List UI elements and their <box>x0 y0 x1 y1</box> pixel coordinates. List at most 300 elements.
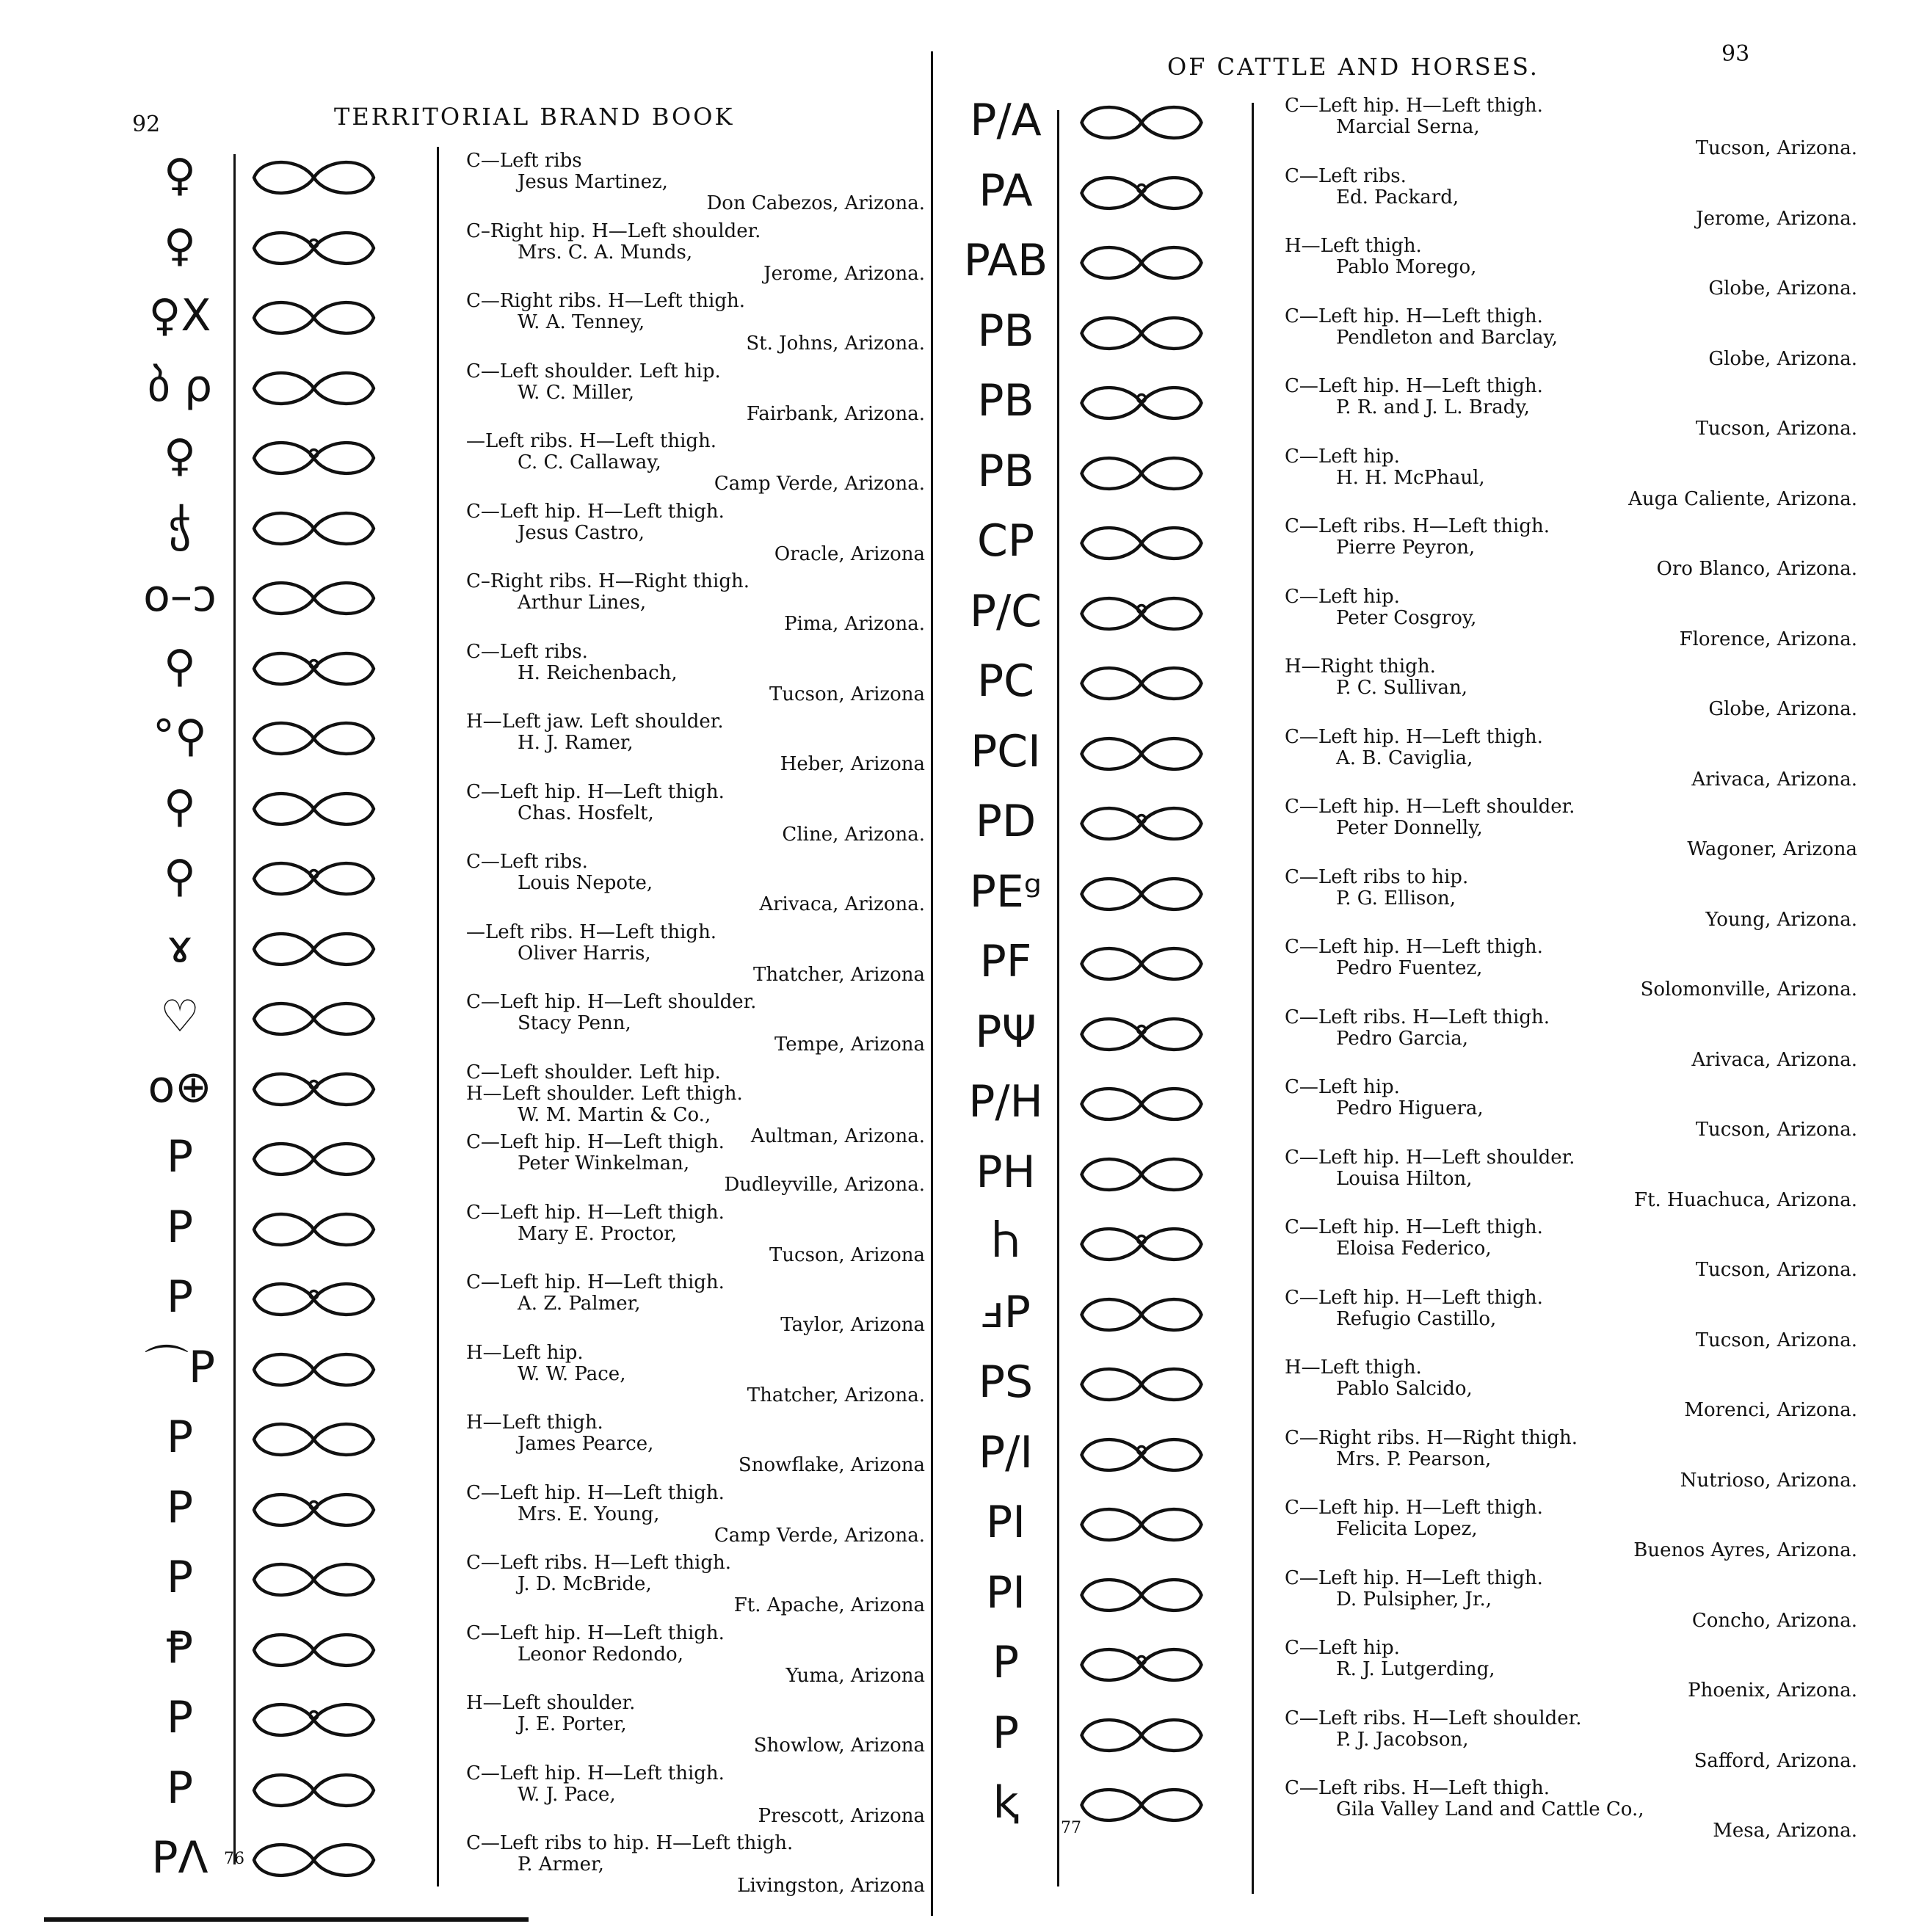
owner-name: W. M. Martin & Co., <box>518 1103 711 1126</box>
cattle-figure <box>1064 451 1219 499</box>
owner-city: Auga Caliente, Arizona. <box>1628 487 1857 510</box>
brand-mark: P <box>166 1201 194 1253</box>
cattle-hide-diagram <box>1064 380 1219 426</box>
cattle-hide-diagram <box>239 155 389 200</box>
cattle-figure <box>1064 1152 1219 1200</box>
cattle-figure <box>239 786 389 835</box>
owner-name: Refugio Castillo, <box>1336 1307 1497 1330</box>
owner-city: Globe, Arizona. <box>1708 277 1857 299</box>
owner-city: Solomonville, Arizona. <box>1640 978 1857 1000</box>
owner-name: W. C. Miller, <box>518 381 634 404</box>
page-number: 93 <box>1721 41 1750 67</box>
cattle-hide-diagram <box>1064 451 1219 496</box>
owner-name: A. B. Caviglia, <box>1336 747 1473 769</box>
brand-description <box>466 361 925 425</box>
brand-mark: P <box>166 1131 194 1183</box>
owner-name: Ed. Packard, <box>1336 186 1459 208</box>
brand-description <box>1285 1638 1857 1702</box>
brand-location: C—Right ribs. H—Left thigh. <box>466 290 745 312</box>
owner-city: Tempe, Arizona <box>774 1034 925 1056</box>
brand-location: C—Left hip. H—Left shoulder. <box>1285 796 1575 818</box>
brand-description <box>1285 1217 1857 1281</box>
owner-city: Globe, Arizona. <box>1708 698 1857 720</box>
cattle-hide-diagram <box>1064 941 1219 987</box>
cattle-hide-diagram <box>1064 1502 1219 1547</box>
cattle-hide-diagram <box>1064 1152 1219 1197</box>
cattle-figure <box>1064 100 1219 148</box>
scan-edge <box>44 1917 529 1922</box>
brand-mark: PD <box>975 796 1037 847</box>
cattle-figure <box>239 1557 389 1605</box>
cattle-figure <box>239 1207 389 1255</box>
cattle-figure <box>1064 1782 1219 1831</box>
cattle-figure <box>1064 1362 1219 1410</box>
brand-mark: P <box>166 1692 194 1743</box>
cattle-hide-diagram <box>239 716 389 761</box>
cattle-figure <box>239 1768 389 1816</box>
brand-description <box>1285 1357 1857 1421</box>
brand-location: C—Left hip. H—Left thigh. <box>466 1131 725 1153</box>
brand-description <box>1285 937 1857 1000</box>
brand-location: H—Left hip. <box>466 1341 584 1364</box>
brand-mark: PI <box>986 1497 1026 1548</box>
owner-city: Globe, Arizona. <box>1708 347 1857 370</box>
owner-city: Don Cabezos, Arizona. <box>706 192 925 214</box>
brand-description <box>466 1763 925 1827</box>
brand-mark: PAB <box>963 235 1048 286</box>
brand-location: H—Right thigh. <box>1285 656 1436 678</box>
cattle-hide-diagram <box>239 786 389 832</box>
brand-mark: PB <box>977 305 1034 357</box>
owner-city: Snowflake, Arizona <box>738 1454 925 1476</box>
cattle-hide-diagram <box>239 926 389 972</box>
brand-description <box>466 1552 925 1616</box>
brand-description <box>466 1623 925 1687</box>
owner-city: Phoenix, Arizona. <box>1688 1679 1857 1702</box>
owner-name: Peter Winkelman, <box>518 1152 690 1174</box>
brand-location: C—Left hip. H—Left thigh. <box>466 1622 725 1644</box>
cattle-figure <box>239 716 389 764</box>
brand-location: C—Left hip. H—Left thigh. <box>1285 725 1543 748</box>
cattle-figure <box>1064 1502 1219 1550</box>
cattle-hide-diagram <box>239 1837 389 1883</box>
owner-name: Pierre Peyron, <box>1336 537 1476 559</box>
brand-mark: ჭ <box>168 500 192 552</box>
brand-location: C—Left hip. <box>1285 585 1400 608</box>
brand-description <box>466 1483 925 1547</box>
brand-description <box>466 150 925 214</box>
cattle-figure <box>1064 1713 1219 1761</box>
brand-description <box>1285 306 1857 370</box>
owner-city: Young, Arizona. <box>1705 908 1857 931</box>
owner-city: Jerome, Arizona. <box>763 262 925 285</box>
brand-mark: P/C <box>969 585 1042 637</box>
brand-description <box>1285 376 1857 440</box>
brand-mark: PS <box>978 1357 1034 1408</box>
owner-city: Florence, Arizona. <box>1679 628 1857 650</box>
brand-location: —Left ribs. H—Left thigh. <box>466 920 717 943</box>
brand-location: C—Left shoulder. Left hip. <box>466 1061 721 1083</box>
cattle-figure <box>239 1276 389 1325</box>
brand-location: H—Left thigh. <box>466 1412 603 1434</box>
brand-mark: PA <box>979 164 1033 217</box>
cattle-figure <box>1064 591 1219 639</box>
brand-mark: PF <box>979 936 1032 987</box>
brand-description <box>466 571 925 635</box>
brand-mark: Ᵽ <box>166 1622 194 1674</box>
brand-location: C—Left ribs to hip. H—Left thigh. <box>466 1832 794 1854</box>
owner-city: Jerome, Arizona. <box>1696 207 1857 230</box>
owner-city: Prescott, Arizona <box>758 1804 925 1827</box>
brand-location: C—Left ribs. <box>466 640 588 663</box>
owner-city: Oro Blanco, Arizona. <box>1656 558 1857 580</box>
owner-city: Camp Verde, Arizona. <box>714 1524 925 1547</box>
brand-description <box>466 1833 925 1897</box>
brand-description <box>466 1202 925 1266</box>
brand-description <box>1285 516 1857 580</box>
brand-mark: P/I <box>978 1426 1034 1478</box>
cattle-figure <box>1064 941 1219 989</box>
cattle-hide-diagram <box>1064 591 1219 636</box>
cattle-hide-diagram <box>239 1557 389 1602</box>
brand-mark: ⚲ <box>164 780 196 832</box>
brand-description <box>1285 796 1857 860</box>
cattle-hide-diagram <box>1064 661 1219 706</box>
cattle-figure <box>1064 661 1219 709</box>
cattle-hide-diagram <box>1064 1642 1219 1688</box>
brand-description <box>1285 1007 1857 1071</box>
brand-description <box>1285 446 1857 510</box>
owner-name: Leonor Redondo, <box>518 1643 683 1666</box>
brand-location: H—Left shoulder. <box>466 1692 636 1714</box>
owner-name: W. W. Pace, <box>518 1362 626 1385</box>
brand-mark: o–ͻ <box>143 570 217 622</box>
owner-name: Pendleton and Barclay, <box>1336 326 1558 349</box>
brand-description <box>1285 656 1857 720</box>
brand-location: C—Left hip. H—Left shoulder. <box>1285 1146 1575 1169</box>
brand-mark: P <box>166 1412 194 1463</box>
brand-mark: P <box>166 1552 194 1603</box>
brand-location: C—Left ribs. H—Left thigh. <box>1285 515 1550 537</box>
owner-city: Arivaca, Arizona. <box>759 893 925 915</box>
cattle-figure <box>239 575 389 624</box>
owner-city: Morenci, Arizona. <box>1684 1399 1857 1421</box>
brand-mark: ɤ <box>167 920 193 973</box>
owner-city: Ft. Huachuca, Arizona. <box>1634 1188 1857 1211</box>
owner-name: Peter Cosgroy, <box>1336 606 1477 629</box>
brand-description <box>466 992 925 1056</box>
cattle-hide-diagram <box>1064 310 1219 356</box>
cattle-figure <box>239 1837 389 1886</box>
cattle-hide-diagram <box>1064 1572 1219 1618</box>
left-page <box>0 0 954 1932</box>
owner-city: Mesa, Arizona. <box>1713 1820 1857 1842</box>
brand-mark: o⊕ <box>148 1061 212 1113</box>
brand-description <box>466 851 925 915</box>
cattle-hide-diagram <box>239 1067 389 1112</box>
brand-location: C—Left hip. H—Left thigh. <box>1285 1286 1543 1309</box>
owner-name: James Pearce, <box>518 1433 654 1455</box>
cattle-hide-diagram <box>1064 1292 1219 1337</box>
cattle-hide-diagram <box>239 1417 389 1462</box>
owner-city: Ft. Apache, Arizona <box>733 1594 925 1616</box>
owner-name: Stacy Penn, <box>518 1012 631 1034</box>
cattle-figure <box>1064 310 1219 359</box>
brand-location: C—Left hip. H—Left thigh. <box>1285 375 1543 397</box>
brand-mark: PH <box>976 1146 1036 1198</box>
cattle-hide-diagram <box>239 1627 389 1673</box>
owner-name: Arthur Lines, <box>518 592 647 614</box>
brand-description <box>1285 867 1857 931</box>
cattle-hide-diagram <box>1064 1362 1219 1407</box>
brand-mark: ბ ρ <box>147 360 213 412</box>
owner-city: Tucson, Arizona. <box>1695 1329 1857 1351</box>
owner-name: Louis Nepote, <box>518 872 653 894</box>
owner-name: Eloisa Federico, <box>1336 1238 1492 1260</box>
cattle-figure <box>239 1487 389 1536</box>
cattle-hide-diagram <box>1064 520 1219 566</box>
brand-description <box>466 1272 925 1336</box>
brand-location: C—Left ribs. H—Left thigh. <box>1285 1006 1550 1028</box>
brand-location: C—Left hip. H—Left thigh. <box>466 780 725 803</box>
cattle-hide-diagram <box>1064 1081 1219 1127</box>
owner-name: Mrs. P. Pearson, <box>1336 1448 1492 1470</box>
brand-mark: ⚲ <box>164 851 196 902</box>
brand-description <box>1285 1147 1857 1211</box>
brand-location: C—Left ribs. H—Left thigh. <box>466 1552 731 1574</box>
cattle-figure <box>239 1697 389 1746</box>
brand-location: C—Left hip. H—Left thigh. <box>466 1201 725 1224</box>
cattle-hide-diagram <box>1064 801 1219 846</box>
cattle-hide-diagram <box>239 435 389 481</box>
owner-city: Arivaca, Arizona. <box>1691 768 1857 791</box>
owner-city: Cline, Arizona. <box>782 823 925 846</box>
owner-city: Tucson, Arizona. <box>1695 1259 1857 1281</box>
brand-location: C—Left shoulder. Left hip. <box>466 360 721 382</box>
column-rule <box>1057 110 1059 1886</box>
brand-location: C—Left hip. H—Left thigh. <box>1285 1497 1543 1519</box>
cattle-hide-diagram <box>239 1768 389 1813</box>
owner-name: H. J. Ramer, <box>518 732 634 754</box>
cattle-figure <box>1064 871 1219 920</box>
owner-city: Nutrioso, Arizona. <box>1680 1469 1857 1492</box>
owner-name: Pablo Morego, <box>1336 256 1477 278</box>
owner-name: A. Z. Palmer, <box>518 1293 641 1315</box>
brand-mark: PB <box>977 445 1034 497</box>
cattle-hide-diagram <box>1064 1432 1219 1478</box>
cattle-hide-diagram <box>239 1347 389 1392</box>
owner-name: P. C. Sullivan, <box>1336 677 1467 699</box>
brand-description <box>1285 1288 1857 1351</box>
owner-name: P. Armer, <box>518 1853 604 1875</box>
brand-description <box>1285 1708 1857 1772</box>
brand-description <box>466 642 925 705</box>
brand-mark: ♀ <box>164 219 196 272</box>
owner-name: Pedro Higuera, <box>1336 1097 1484 1119</box>
owner-name: Pedro Garcia, <box>1336 1027 1469 1050</box>
cattle-hide-diagram <box>1064 1012 1219 1057</box>
owner-city: Livingston, Arizona <box>737 1875 925 1897</box>
cattle-hide-diagram <box>239 575 389 621</box>
cattle-figure <box>239 926 389 975</box>
brand-mark: ♀X <box>148 290 211 341</box>
cattle-figure <box>1064 1012 1219 1060</box>
brand-mark: P <box>166 1481 194 1533</box>
cattle-hide-diagram <box>239 366 389 411</box>
brand-location: C—Left hip. H—Left thigh. <box>1285 305 1543 327</box>
brand-description <box>466 1412 925 1476</box>
brand-location: C—Left ribs. H—Left thigh. <box>1285 1777 1550 1799</box>
owner-name: Louisa Hilton, <box>1336 1167 1473 1190</box>
right-page <box>954 0 1916 1932</box>
page-gutter-rule <box>931 51 933 1916</box>
cattle-figure <box>1064 1642 1219 1690</box>
brand-location: H—Left thigh. <box>1285 235 1422 257</box>
cattle-hide-diagram <box>239 646 389 691</box>
brand-description <box>1285 1497 1857 1561</box>
cattle-figure <box>1064 1432 1219 1481</box>
brand-mark: ⚲ <box>164 640 196 692</box>
brand-description <box>466 291 925 355</box>
owner-name: W. A. Tenney, <box>518 311 645 333</box>
brand-location: H—Left jaw. Left shoulder. <box>466 711 724 733</box>
cattle-figure <box>1064 1221 1219 1270</box>
brand-location-2: H—Left shoulder. Left thigh. <box>466 1082 743 1105</box>
owner-name: P. J. Jacobson, <box>1336 1728 1469 1751</box>
owner-city: Camp Verde, Arizona. <box>714 473 925 495</box>
brand-location: C—Left hip. <box>1285 1637 1400 1659</box>
brand-description <box>466 782 925 846</box>
owner-name: Gila Valley Land and Cattle Co., <box>1336 1798 1644 1820</box>
cattle-hide-diagram <box>1064 170 1219 216</box>
brand-description <box>1285 95 1857 159</box>
cattle-figure <box>239 1067 389 1115</box>
brand-location: C—Left ribs to hip. <box>1285 865 1469 888</box>
brand-description <box>466 1343 925 1406</box>
owner-name: W. J. Pace, <box>518 1783 616 1806</box>
cattle-hide-diagram <box>1064 871 1219 917</box>
cattle-hide-diagram <box>239 225 389 271</box>
brand-mark: P/H <box>968 1076 1043 1127</box>
running-head: TERRITORIAL BRAND BOOK <box>334 103 735 131</box>
owner-name: R. J. Lutgerding, <box>1336 1658 1495 1680</box>
brand-location: C—Left hip. H—Left thigh. <box>1285 1566 1543 1589</box>
running-head: OF CATTLE AND HORSES. <box>1167 53 1539 81</box>
cattle-figure <box>1064 801 1219 849</box>
brand-mark: ♡ <box>160 991 200 1042</box>
owner-city: Thatcher, Arizona. <box>747 1384 925 1406</box>
brand-location: C—Left ribs. <box>466 851 588 873</box>
cattle-hide-diagram <box>239 1276 389 1322</box>
owner-name: Mary E. Proctor, <box>518 1222 678 1245</box>
brand-mark: PB <box>977 375 1034 426</box>
brand-mark: P/A <box>970 95 1042 146</box>
brand-location: C—Right ribs. H—Right thigh. <box>1285 1426 1578 1449</box>
owner-name: Felicita Lopez, <box>1336 1518 1478 1540</box>
owner-city: Pima, Arizona. <box>784 613 925 635</box>
brand-mark: P <box>166 1762 194 1814</box>
cattle-hide-diagram <box>239 1487 389 1533</box>
brand-location: C—Left hip. H—Left thigh. <box>466 1762 725 1784</box>
brand-location: C—Left hip. <box>1285 445 1400 468</box>
owner-name: Pedro Fuentez, <box>1336 957 1483 979</box>
owner-city: Concho, Arizona. <box>1691 1609 1857 1632</box>
brand-mark: PI <box>986 1566 1026 1619</box>
cattle-figure <box>239 1627 389 1676</box>
owner-city: St. Johns, Arizona. <box>746 333 925 355</box>
owner-name: Jesus Martinez, <box>518 171 668 193</box>
owner-city: Tucson, Arizona <box>769 1243 925 1266</box>
owner-name: P. G. Ellison, <box>1336 887 1456 909</box>
owner-name: Peter Donnelly, <box>1336 817 1483 839</box>
owner-city: Tucson, Arizona. <box>1695 137 1857 159</box>
brand-location: C—Left hip. H—Left shoulder. <box>466 991 757 1013</box>
brand-description <box>1285 236 1857 299</box>
owner-name: Chas. Hosfelt, <box>518 802 654 824</box>
owner-city: Thatcher, Arizona <box>753 963 925 986</box>
brand-mark: Ⴙ <box>992 1216 1020 1268</box>
brand-location: C—Left ribs <box>466 150 582 172</box>
owner-name: Mrs. C. A. Munds, <box>518 241 693 264</box>
brand-description <box>1285 166 1857 230</box>
brand-description <box>466 922 925 986</box>
cattle-figure <box>239 506 389 554</box>
brand-mark: PΛ <box>151 1832 208 1884</box>
cattle-hide-diagram <box>239 856 389 901</box>
cattle-hide-diagram <box>239 1136 389 1182</box>
owner-city: Oracle, Arizona <box>774 542 925 565</box>
cattle-figure <box>1064 1081 1219 1130</box>
brand-location: —Left ribs. H—Left thigh. <box>466 430 717 452</box>
brand-description <box>1285 1428 1857 1492</box>
owner-city: Dudleyville, Arizona. <box>724 1174 925 1196</box>
brand-description <box>1285 1778 1857 1842</box>
owner-city: Tucson, Arizona. <box>1695 1119 1857 1141</box>
cattle-hide-diagram <box>1064 1782 1219 1828</box>
cattle-figure <box>239 856 389 904</box>
brand-mark: P <box>992 1707 1020 1759</box>
cattle-figure <box>239 996 389 1045</box>
brand-description <box>466 1132 925 1196</box>
column-rule <box>233 154 236 1864</box>
cattle-figure <box>1064 1292 1219 1340</box>
brand-mark: PCI <box>970 725 1041 777</box>
cattle-hide-diagram <box>1064 731 1219 777</box>
brand-location: C–Right hip. H—Left shoulder. <box>466 219 761 242</box>
cattle-figure <box>239 366 389 414</box>
brand-description <box>466 431 925 495</box>
owner-city: Fairbank, Arizona. <box>746 402 925 425</box>
brand-description <box>466 221 925 285</box>
brand-location: C—Left hip. H—Left thigh. <box>1285 936 1543 958</box>
brand-mark: ♀ <box>164 150 196 201</box>
brand-mark: CP <box>976 515 1035 567</box>
column-rule <box>1252 103 1254 1894</box>
owner-city: Arivaca, Arizona. <box>1691 1048 1857 1071</box>
cattle-hide-diagram <box>1064 100 1219 145</box>
cattle-figure <box>1064 380 1219 429</box>
owner-city: Tucson, Arizona. <box>1695 418 1857 440</box>
footer-mark: 76 <box>224 1850 244 1868</box>
brand-location: C—Left hip. H—Left thigh. <box>1285 95 1543 117</box>
page-number: 92 <box>132 112 161 137</box>
brand-mark: PC <box>976 656 1035 707</box>
cattle-hide-diagram <box>239 996 389 1042</box>
cattle-figure <box>239 646 389 694</box>
brand-location: C—Left ribs. H—Left shoulder. <box>1285 1707 1582 1729</box>
owner-city: Safford, Arizona. <box>1694 1749 1857 1772</box>
owner-name: H. Reichenbach, <box>518 661 678 684</box>
